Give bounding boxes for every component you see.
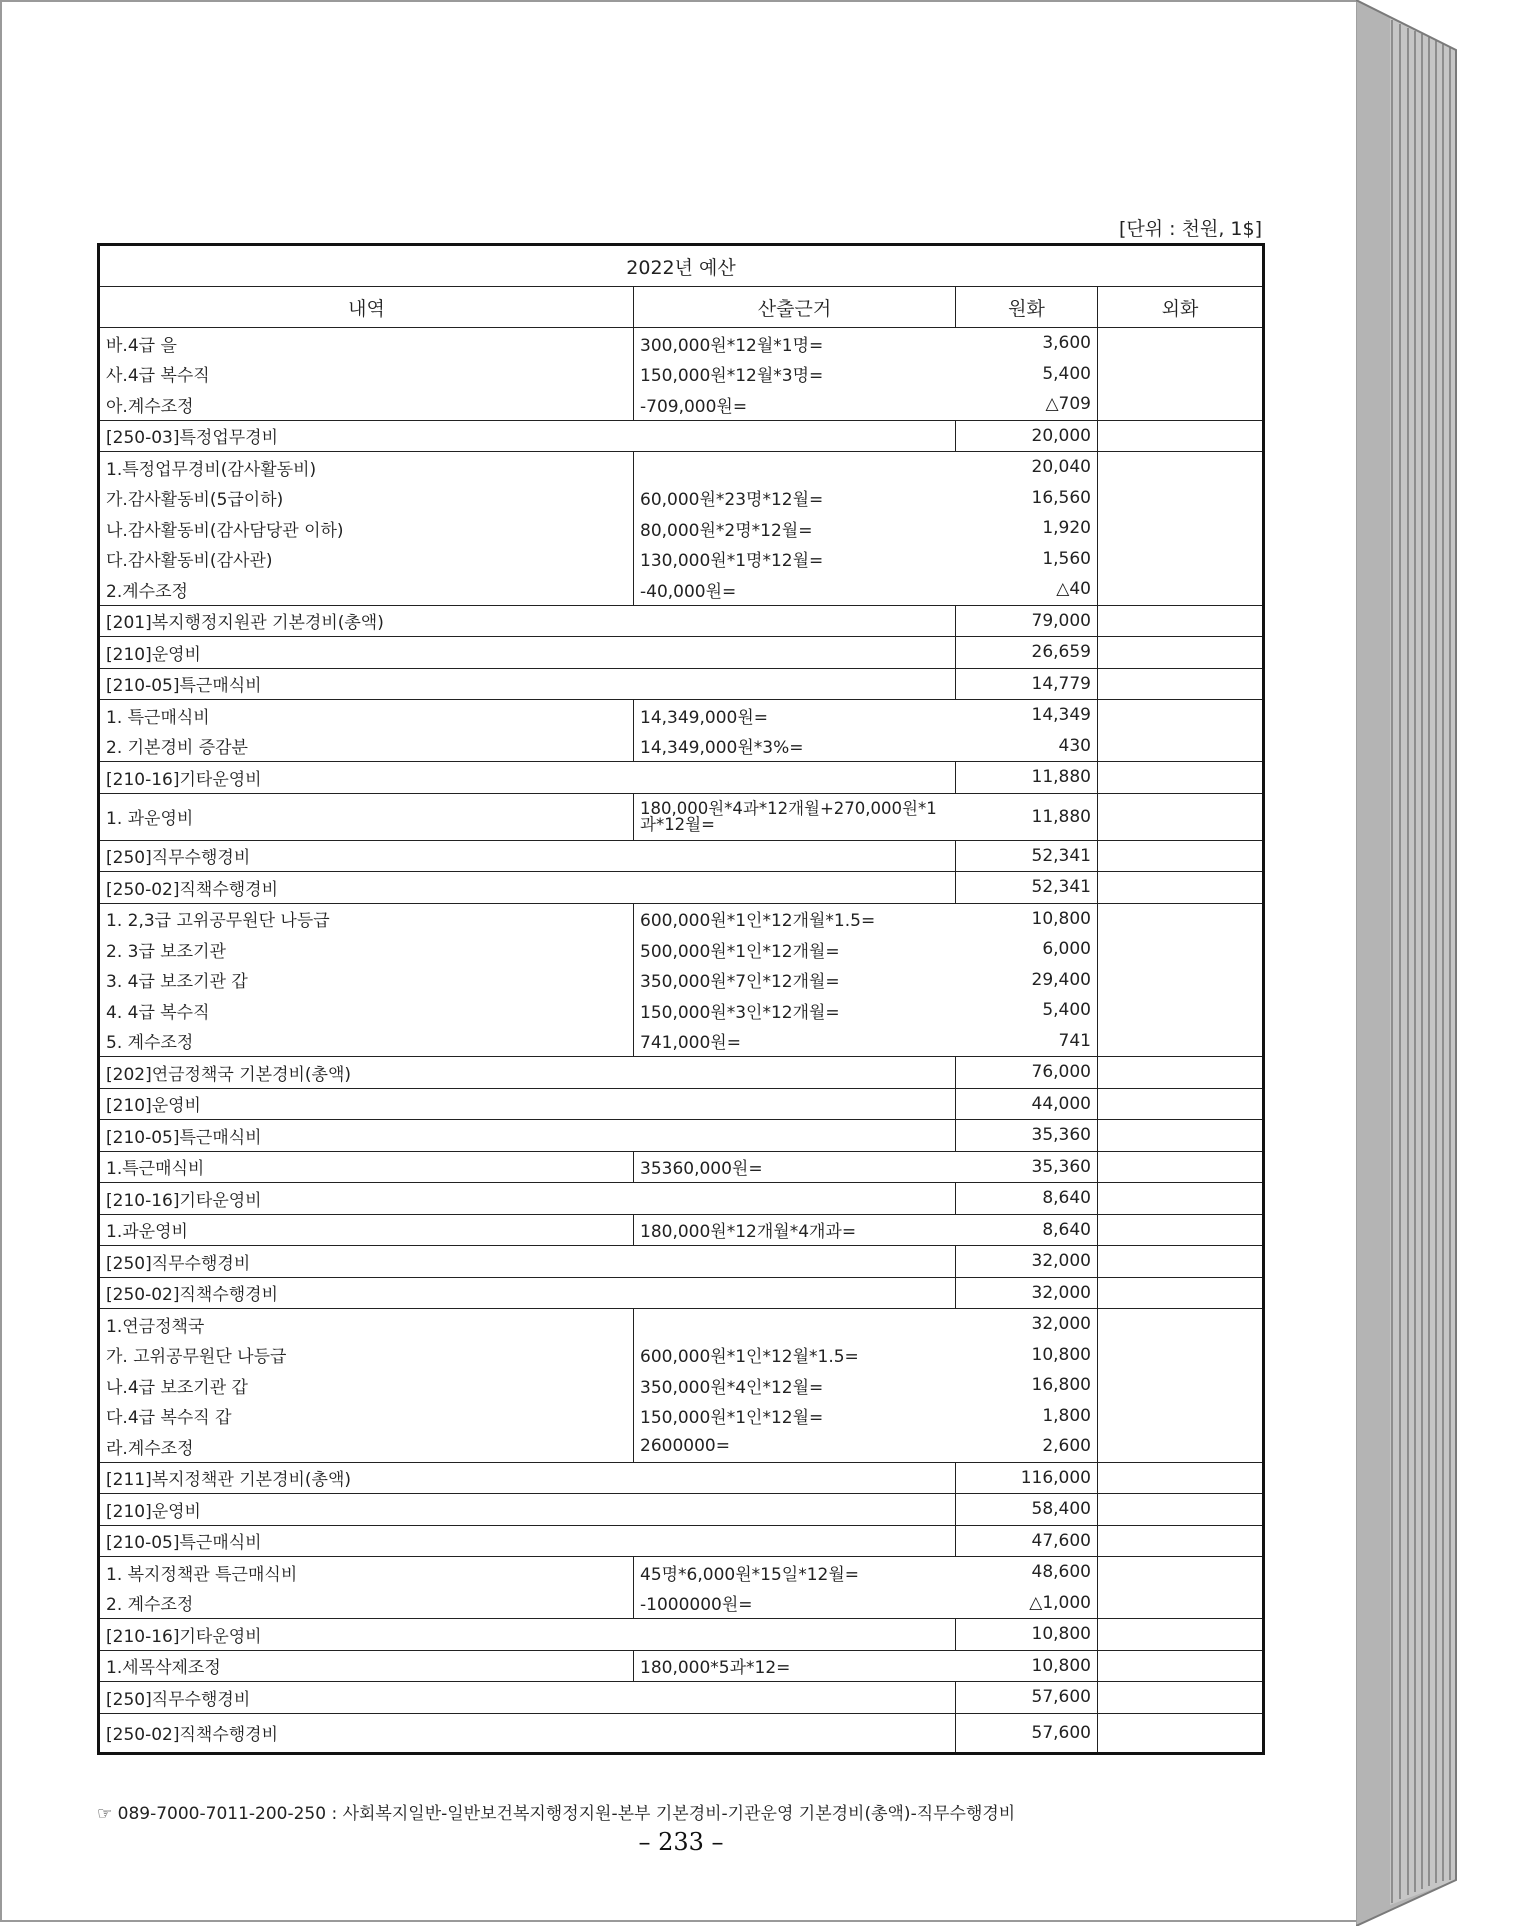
header-foreign: 외화: [1098, 287, 1264, 328]
row-krw-amount: 26,659: [956, 637, 1098, 669]
row-foreign-amount: [1098, 872, 1264, 904]
row-basis: 130,000원*1명*12월=: [640, 551, 824, 572]
row-foreign-amount: [1098, 965, 1264, 996]
row-description: [250]직무수행경비: [99, 840, 956, 872]
row-basis: 741,000원=: [640, 1033, 741, 1054]
row-description: 1.세목삭제조정: [99, 1650, 634, 1682]
header-description: 내역: [99, 287, 634, 328]
row-foreign-amount: [1098, 1494, 1264, 1526]
row-krw-amount: 10,800: [956, 1650, 1098, 1682]
table-row: [99, 1309, 1264, 1340]
row-description: 1.특근매식비: [99, 1151, 634, 1183]
row-basis: 150,000원*3인*12개월=: [640, 1002, 840, 1023]
row-foreign-amount: [1098, 637, 1264, 669]
table-row: [99, 1588, 1264, 1619]
row-foreign-amount: [1098, 544, 1264, 575]
table-row: [99, 420, 1264, 452]
row-foreign-amount: [1098, 903, 1264, 934]
header-krw: 원화: [956, 287, 1098, 328]
table-row: [99, 1557, 1264, 1588]
row-foreign-amount: [1098, 1619, 1264, 1651]
table-body: [99, 328, 1264, 1754]
row-foreign-amount: [1098, 1431, 1264, 1462]
row-krw-amount: 32,000: [956, 1277, 1098, 1309]
row-basis: [634, 452, 956, 483]
table-row: [99, 637, 1264, 669]
row-description: 1. 특근매식비: [99, 700, 634, 731]
budget-table: [97, 243, 1265, 1755]
row-basis: -709,000원=: [640, 396, 748, 417]
row-foreign-amount: [1098, 668, 1264, 700]
row-foreign-amount: [1098, 1057, 1264, 1089]
table-row: [99, 1277, 1264, 1309]
row-krw-amount: 44,000: [956, 1088, 1098, 1120]
table-row: [99, 934, 1264, 965]
row-description: 1.과운영비: [99, 1214, 634, 1246]
row-basis: 300,000원*12월*1명=: [640, 335, 824, 356]
table-row: [99, 1713, 1264, 1753]
row-foreign-amount: [1098, 840, 1264, 872]
row-description: 라.계수조정: [99, 1431, 634, 1462]
row-krw-amount: 32,000: [956, 1246, 1098, 1278]
row-foreign-amount: [1098, 1309, 1264, 1340]
row-foreign-amount: [1098, 1525, 1264, 1557]
row-foreign-amount: [1098, 359, 1264, 390]
row-description: 나.감사활동비(감사담당관 이하): [99, 513, 634, 544]
row-description: 다.4급 복수직 갑: [99, 1401, 634, 1432]
row-description: 나.4급 보조기관 갑: [99, 1370, 634, 1401]
table-row: [99, 1525, 1264, 1557]
book-page-stack-edge: [1356, 0, 1478, 1926]
row-description: [210-05]특근매식비: [99, 668, 956, 700]
row-description: 사.4급 복수직: [99, 359, 634, 390]
row-krw-amount: 3,600: [956, 328, 1098, 359]
row-description: 가.감사활동비(5급이하): [99, 483, 634, 514]
row-description: 2. 계수조정: [99, 1588, 634, 1619]
row-basis: 2600000=: [640, 1436, 730, 1457]
table-row: [99, 1431, 1264, 1462]
row-basis: [634, 1309, 956, 1340]
table-row: [99, 574, 1264, 605]
row-foreign-amount: [1098, 452, 1264, 483]
row-description: 5. 계수조정: [99, 1026, 634, 1057]
row-foreign-amount: [1098, 762, 1264, 794]
row-krw-amount: 10,800: [956, 1619, 1098, 1651]
row-krw-amount: 1,560: [956, 544, 1098, 575]
row-foreign-amount: [1098, 605, 1264, 637]
row-foreign-amount: [1098, 1183, 1264, 1215]
row-basis: 600,000원*1인*12개월*1.5=: [634, 903, 956, 934]
row-krw-amount: 11,880: [956, 762, 1098, 794]
table-row: [99, 1650, 1264, 1682]
row-krw-amount: 29,400: [956, 965, 1098, 996]
row-description: [210]운영비: [99, 1494, 956, 1526]
row-description: [210-16]기타운영비: [99, 1183, 956, 1215]
row-krw-amount: 10,800: [956, 1340, 1098, 1371]
row-foreign-amount: [1098, 1151, 1264, 1183]
row-description: [250]직무수행경비: [99, 1682, 956, 1714]
row-krw-amount: 52,341: [956, 840, 1098, 872]
row-foreign-amount: [1098, 1340, 1264, 1371]
table-row: [99, 840, 1264, 872]
table-row: [99, 483, 1264, 514]
row-description: 1. 2,3급 고위공무원단 나등급: [99, 903, 634, 934]
table-row: [99, 872, 1264, 904]
row-krw-amount: 5,400: [956, 995, 1098, 1026]
table-row: [99, 1401, 1264, 1432]
table-row: [99, 513, 1264, 544]
page-number: – 233 –: [638, 1828, 724, 1856]
row-krw-amount: 16,800: [956, 1370, 1098, 1401]
row-krw-amount: 1,920: [956, 513, 1098, 544]
row-foreign-amount: [1098, 1120, 1264, 1152]
table-row: [99, 1183, 1264, 1215]
row-basis: 500,000원*1인*12개월=: [640, 941, 840, 962]
table-row: [99, 1340, 1264, 1371]
row-foreign-amount: [1098, 328, 1264, 359]
row-krw-amount: 430: [956, 731, 1098, 762]
table-row: [99, 605, 1264, 637]
table-row: [99, 995, 1264, 1026]
row-foreign-amount: [1098, 731, 1264, 762]
row-description: 1.특정업무경비(감사활동비): [99, 452, 634, 483]
row-basis: 35360,000원=: [634, 1151, 956, 1183]
table-row: [99, 544, 1264, 575]
table-row: [99, 1151, 1264, 1183]
table-row: [99, 1088, 1264, 1120]
row-krw-amount: 2,600: [956, 1431, 1098, 1462]
row-krw-amount: 47,600: [956, 1525, 1098, 1557]
row-description: [210-05]특근매식비: [99, 1525, 956, 1557]
row-foreign-amount: [1098, 513, 1264, 544]
row-krw-amount: 20,000: [956, 420, 1098, 452]
row-foreign-amount: [1098, 1370, 1264, 1401]
row-krw-amount: 14,349: [956, 700, 1098, 731]
row-basis: 180,000원*4과*12개월+270,000원*1과*12월=: [634, 793, 956, 840]
table-title: 2022년 예산: [99, 245, 1264, 287]
row-description: [202]연금정책국 기본경비(총액): [99, 1057, 956, 1089]
row-description: 바.4급 을: [99, 328, 634, 359]
row-basis: 60,000원*23명*12월=: [640, 490, 824, 511]
row-foreign-amount: [1098, 995, 1264, 1026]
row-krw-amount: 48,600: [956, 1557, 1098, 1588]
table-row: [99, 700, 1264, 731]
row-description: [210-16]기타운영비: [99, 762, 956, 794]
table-row: [99, 903, 1264, 934]
row-foreign-amount: [1098, 1277, 1264, 1309]
row-basis: 14,349,000원*3%=: [640, 738, 804, 759]
row-foreign-amount: [1098, 934, 1264, 965]
row-krw-amount: 5,400: [956, 359, 1098, 390]
row-basis: 150,000원*1인*12월=: [640, 1408, 824, 1429]
row-krw-amount: 58,400: [956, 1494, 1098, 1526]
row-description: [250-03]특정업무경비: [99, 420, 956, 452]
table-row: [99, 1214, 1264, 1246]
row-foreign-amount: [1098, 1650, 1264, 1682]
row-foreign-amount: [1098, 574, 1264, 605]
row-foreign-amount: [1098, 1588, 1264, 1619]
row-description: 2. 3급 보조기관: [99, 934, 634, 965]
table-row: [99, 1026, 1264, 1057]
row-krw-amount: 16,560: [956, 483, 1098, 514]
row-krw-amount: 1,800: [956, 1401, 1098, 1432]
table-row: [99, 389, 1264, 420]
row-description: 4. 4급 복수직: [99, 995, 634, 1026]
row-krw-amount: 8,640: [956, 1183, 1098, 1215]
row-krw-amount: △40: [956, 574, 1098, 605]
row-foreign-amount: [1098, 420, 1264, 452]
row-basis: 180,000원*12개월*4개과=: [634, 1214, 956, 1246]
row-basis: 600,000원*1인*12월*1.5=: [640, 1347, 859, 1368]
row-description: [210-16]기타운영비: [99, 1619, 956, 1651]
header-basis: 산출근거: [634, 287, 956, 328]
row-description: [250-02]직책수행경비: [99, 1713, 956, 1753]
row-basis: 350,000원*4인*12월=: [640, 1377, 824, 1398]
row-foreign-amount: [1098, 700, 1264, 731]
row-basis: 150,000원*12월*3명=: [640, 366, 824, 387]
row-foreign-amount: [1098, 1557, 1264, 1588]
row-description: 2.계수조정: [99, 574, 634, 605]
row-krw-amount: 79,000: [956, 605, 1098, 637]
table-row: [99, 965, 1264, 996]
table-row: [99, 731, 1264, 762]
row-krw-amount: 8,640: [956, 1214, 1098, 1246]
row-foreign-amount: [1098, 389, 1264, 420]
table-row: [99, 1494, 1264, 1526]
footnote: ☞ 089-7000-7011-200-250 : 사회복지일반-일반보건복지행정지원-본부 기본경비-기관운영 기본경비(총액)-직무수행경비: [97, 1804, 1016, 1824]
row-krw-amount: 20,040: [956, 452, 1098, 483]
row-krw-amount: 35,360: [956, 1151, 1098, 1183]
row-basis: 14,349,000원=: [634, 700, 956, 731]
row-krw-amount: 11,880: [956, 793, 1098, 840]
row-krw-amount: △1,000: [956, 1588, 1098, 1619]
table-row: [99, 1120, 1264, 1152]
row-foreign-amount: [1098, 1088, 1264, 1120]
row-foreign-amount: [1098, 483, 1264, 514]
row-krw-amount: 32,000: [956, 1309, 1098, 1340]
row-basis: 80,000원*2명*12월=: [640, 520, 813, 541]
table-row: [99, 1682, 1264, 1714]
row-krw-amount: 10,800: [956, 903, 1098, 934]
row-krw-amount: 57,600: [956, 1713, 1098, 1753]
row-description: [250]직무수행경비: [99, 1246, 956, 1278]
row-foreign-amount: [1098, 1682, 1264, 1714]
row-krw-amount: 6,000: [956, 934, 1098, 965]
row-description: 아.계수조정: [99, 389, 634, 420]
row-description: 1.연금정책국: [99, 1309, 634, 1340]
row-description: [201]복지행정지원관 기본경비(총액): [99, 605, 956, 637]
row-krw-amount: 57,600: [956, 1682, 1098, 1714]
row-krw-amount: 14,779: [956, 668, 1098, 700]
row-basis: 350,000원*7인*12개월=: [640, 972, 840, 993]
table-row: [99, 762, 1264, 794]
table-row: [99, 668, 1264, 700]
row-krw-amount: △709: [956, 389, 1098, 420]
row-basis: -1000000원=: [640, 1595, 753, 1616]
row-basis: 45명*6,000원*15일*12월=: [634, 1557, 956, 1588]
row-foreign-amount: [1098, 1401, 1264, 1432]
row-description: 1. 복지정책관 특근매식비: [99, 1557, 634, 1588]
row-foreign-amount: [1098, 793, 1264, 840]
table-row: [99, 793, 1264, 840]
table-row: [99, 452, 1264, 483]
row-krw-amount: 35,360: [956, 1120, 1098, 1152]
table-row: [99, 1462, 1264, 1494]
table-row: [99, 1246, 1264, 1278]
table-row: [99, 1057, 1264, 1089]
row-foreign-amount: [1098, 1214, 1264, 1246]
row-krw-amount: 52,341: [956, 872, 1098, 904]
row-foreign-amount: [1098, 1462, 1264, 1494]
row-description: [210-05]특근매식비: [99, 1120, 956, 1152]
row-krw-amount: 76,000: [956, 1057, 1098, 1089]
row-description: 가. 고위공무원단 나등급: [99, 1340, 634, 1371]
row-description: 3. 4급 보조기관 갑: [99, 965, 634, 996]
table-row: [99, 1619, 1264, 1651]
row-foreign-amount: [1098, 1713, 1264, 1753]
row-foreign-amount: [1098, 1026, 1264, 1057]
row-krw-amount: 116,000: [956, 1462, 1098, 1494]
row-description: 2. 기본경비 증감분: [99, 731, 634, 762]
row-description: [210]운영비: [99, 1088, 956, 1120]
row-foreign-amount: [1098, 1246, 1264, 1278]
table-row: [99, 359, 1264, 390]
row-description: 다.감사활동비(감사관): [99, 544, 634, 575]
table-row: [99, 328, 1264, 359]
row-basis: -40,000원=: [640, 581, 737, 602]
row-basis: 180,000*5과*12=: [634, 1650, 956, 1682]
row-description: 1. 과운영비: [99, 793, 634, 840]
row-krw-amount: 741: [956, 1026, 1098, 1057]
row-description: [210]운영비: [99, 637, 956, 669]
row-description: [250-02]직책수행경비: [99, 1277, 956, 1309]
row-description: [250-02]직책수행경비: [99, 872, 956, 904]
row-description: [211]복지정책관 기본경비(총액): [99, 1462, 956, 1494]
table-row: [99, 1370, 1264, 1401]
unit-label: [단위 : 천원, 1$]: [1119, 218, 1262, 240]
